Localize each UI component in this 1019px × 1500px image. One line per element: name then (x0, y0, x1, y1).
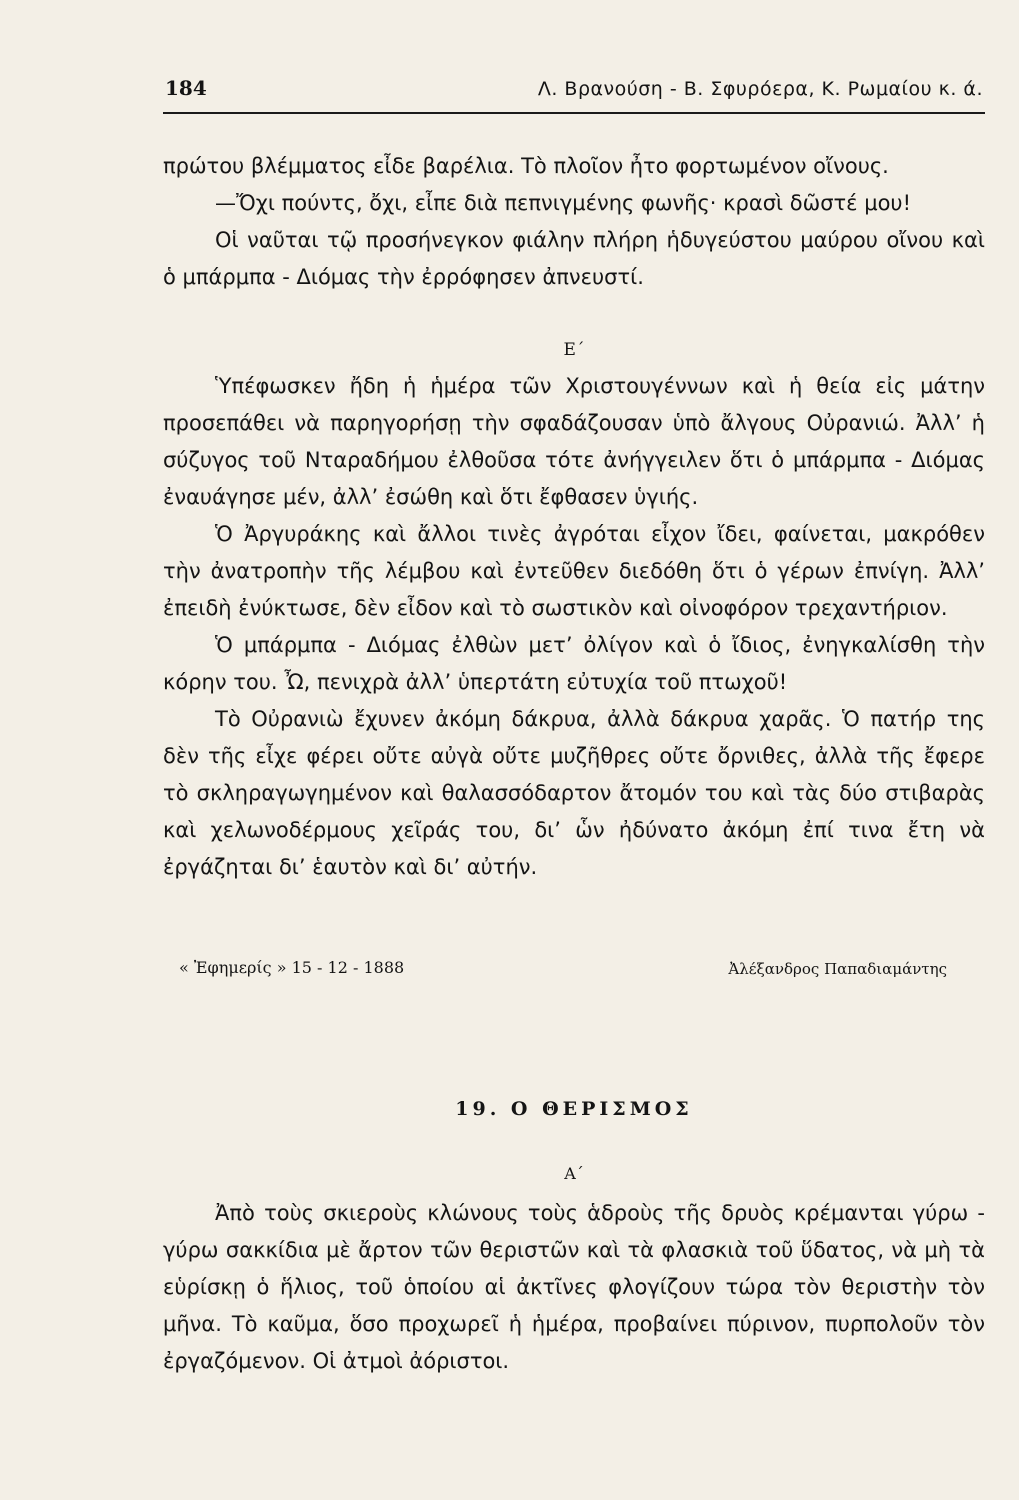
page-header (163, 62, 985, 114)
running-head: Λ. Βρανούση - Β. Σφυρόερα, Κ. Ρωμαίου κ. ά. (537, 78, 983, 100)
story-ending-text (163, 148, 985, 296)
chapter-title: 19. Ο ΘΕΡΙΣΜΟΣ (455, 1098, 693, 1120)
paragraph: —Ὄχι πούντς, ὄχι, εἶπε διὰ πεπνιγμένης φωνῆς· κρασὶ δῶστέ μου! (215, 191, 911, 215)
author-name: Ἀλέξανδρος Παπαδιαμάντης (728, 960, 947, 978)
page-number: 184 (165, 76, 207, 100)
section-heading: Α΄ (564, 1164, 584, 1183)
chapter-opening-text (163, 1195, 985, 1380)
paragraph: Ὁ Ἀργυράκης καὶ ἄλλοι τινὲς ἀγρόται εἶχον ἴδει, φαίνεται, μακρόθεν τὴν ἀνατροπὴν τῆς λέμβου καὶ ἐντεῦθεν διεδόθη ὅτι ὁ γέρων ἐπνίγη. Ἀλλ’ ἐπειδὴ ἐνύκτωσε, δὲν εἶδον καὶ τὸ σωστικὸν καὶ οἰνοφόρον τρεχαντήριον. (163, 522, 985, 620)
section-e-text (163, 368, 985, 886)
section-heading: Ε΄ (563, 340, 585, 360)
paragraph: Ὑπέφωσκεν ἤδη ἡ ἡμέρα τῶν Χριστουγέννων καὶ ἡ θεία εἰς μάτην προσεπάθει νὰ παρηγορήσῃ τὴν σφαδάζουσαν ὑπὸ ἄλγους Οὐρανιώ. Ἀλλ’ ἡ σύζυγος τοῦ Νταραδήμου ἐλθοῦσα τότε ἀνήγγειλεν ὅτι ὁ μπάρμπα - Διόμας ἐναυάγησε μέν, ἀλλ’ ἐσώθη καὶ ὅτι ἔφθασεν ὑγιής. (163, 374, 985, 509)
paragraph: πρώτου βλέμματος εἶδε βαρέλια. Τὸ πλοῖον ἦτο φορτωμένον οἴνους. (163, 154, 889, 178)
signature-line (163, 958, 985, 988)
paragraph: Τὸ Οὐρανιὼ ἔχυνεν ἀκόμη δάκρυα, ἀλλὰ δάκρυα χαρᾶς. Ὁ πατήρ της δὲν τῆς εἶχε φέρει οὔτε αὐγὰ οὔτε μυζῆθρες οὔτε ὄρνιθες, ἀλλὰ τῆς ἔφερε τὸ σκληραγωγημένον καὶ θαλασσόδαρτον ἄτομόν του καὶ τὰς δύο στιβαρὰς καὶ χελωνοδέρμους χεῖράς του, δι’ ὧν ἠδύνατο ἀκόμη ἐπί τινα ἔτη νὰ ἐργάζηται δι’ ἑαυτὸν καὶ δι’ αὐτήν. (163, 707, 985, 879)
paragraph: Οἱ ναῦται τῷ προσήνεγκον φιάλην πλήρη ἡδυγεύστου μαύρου οἴνου καὶ ὁ μπάρμπα - Διόμας τὴν ἐρρόφησεν ἀπνευστί. (163, 228, 985, 289)
paragraph: Ὁ μπάρμπα - Διόμας ἐλθὼν μετ’ ὀλίγον καὶ ὁ ἴδιος, ἐνηγκαλίσθη τὴν κόρην του. Ὦ, πενιχρὰ ἀλλ’ ὑπερτάτη εὐτυχία τοῦ πτωχοῦ! (163, 633, 985, 694)
source-citation: « Ἐφημερίς » 15 - 12 - 1888 (179, 958, 405, 977)
paragraph: Ἀπὸ τοὺς σκιεροὺς κλώνους τοὺς ἁδροὺς τῆς δρυὸς κρέμανται γύρω - γύρω σακκίδια μὲ ἄρτον τῶν θεριστῶν καὶ τὰ φλασκιὰ τοῦ ὕδατος, νὰ μὴ τὰ εὑρίσκῃ ὁ ἥλιος, τοῦ ὁποίου αἱ ἀκτῖνες φλογίζουν τώρα τὸν θεριστὴν τὸν μῆνα. Τὸ καῦμα, ὅσο προχωρεῖ ἡ ἡμέρα, προβαίνει πύρινον, πυρπολοῦν τὸν ἐργαζόμενον. Οἱ ἀτμοὶ ἀόριστοι. (163, 1201, 985, 1373)
